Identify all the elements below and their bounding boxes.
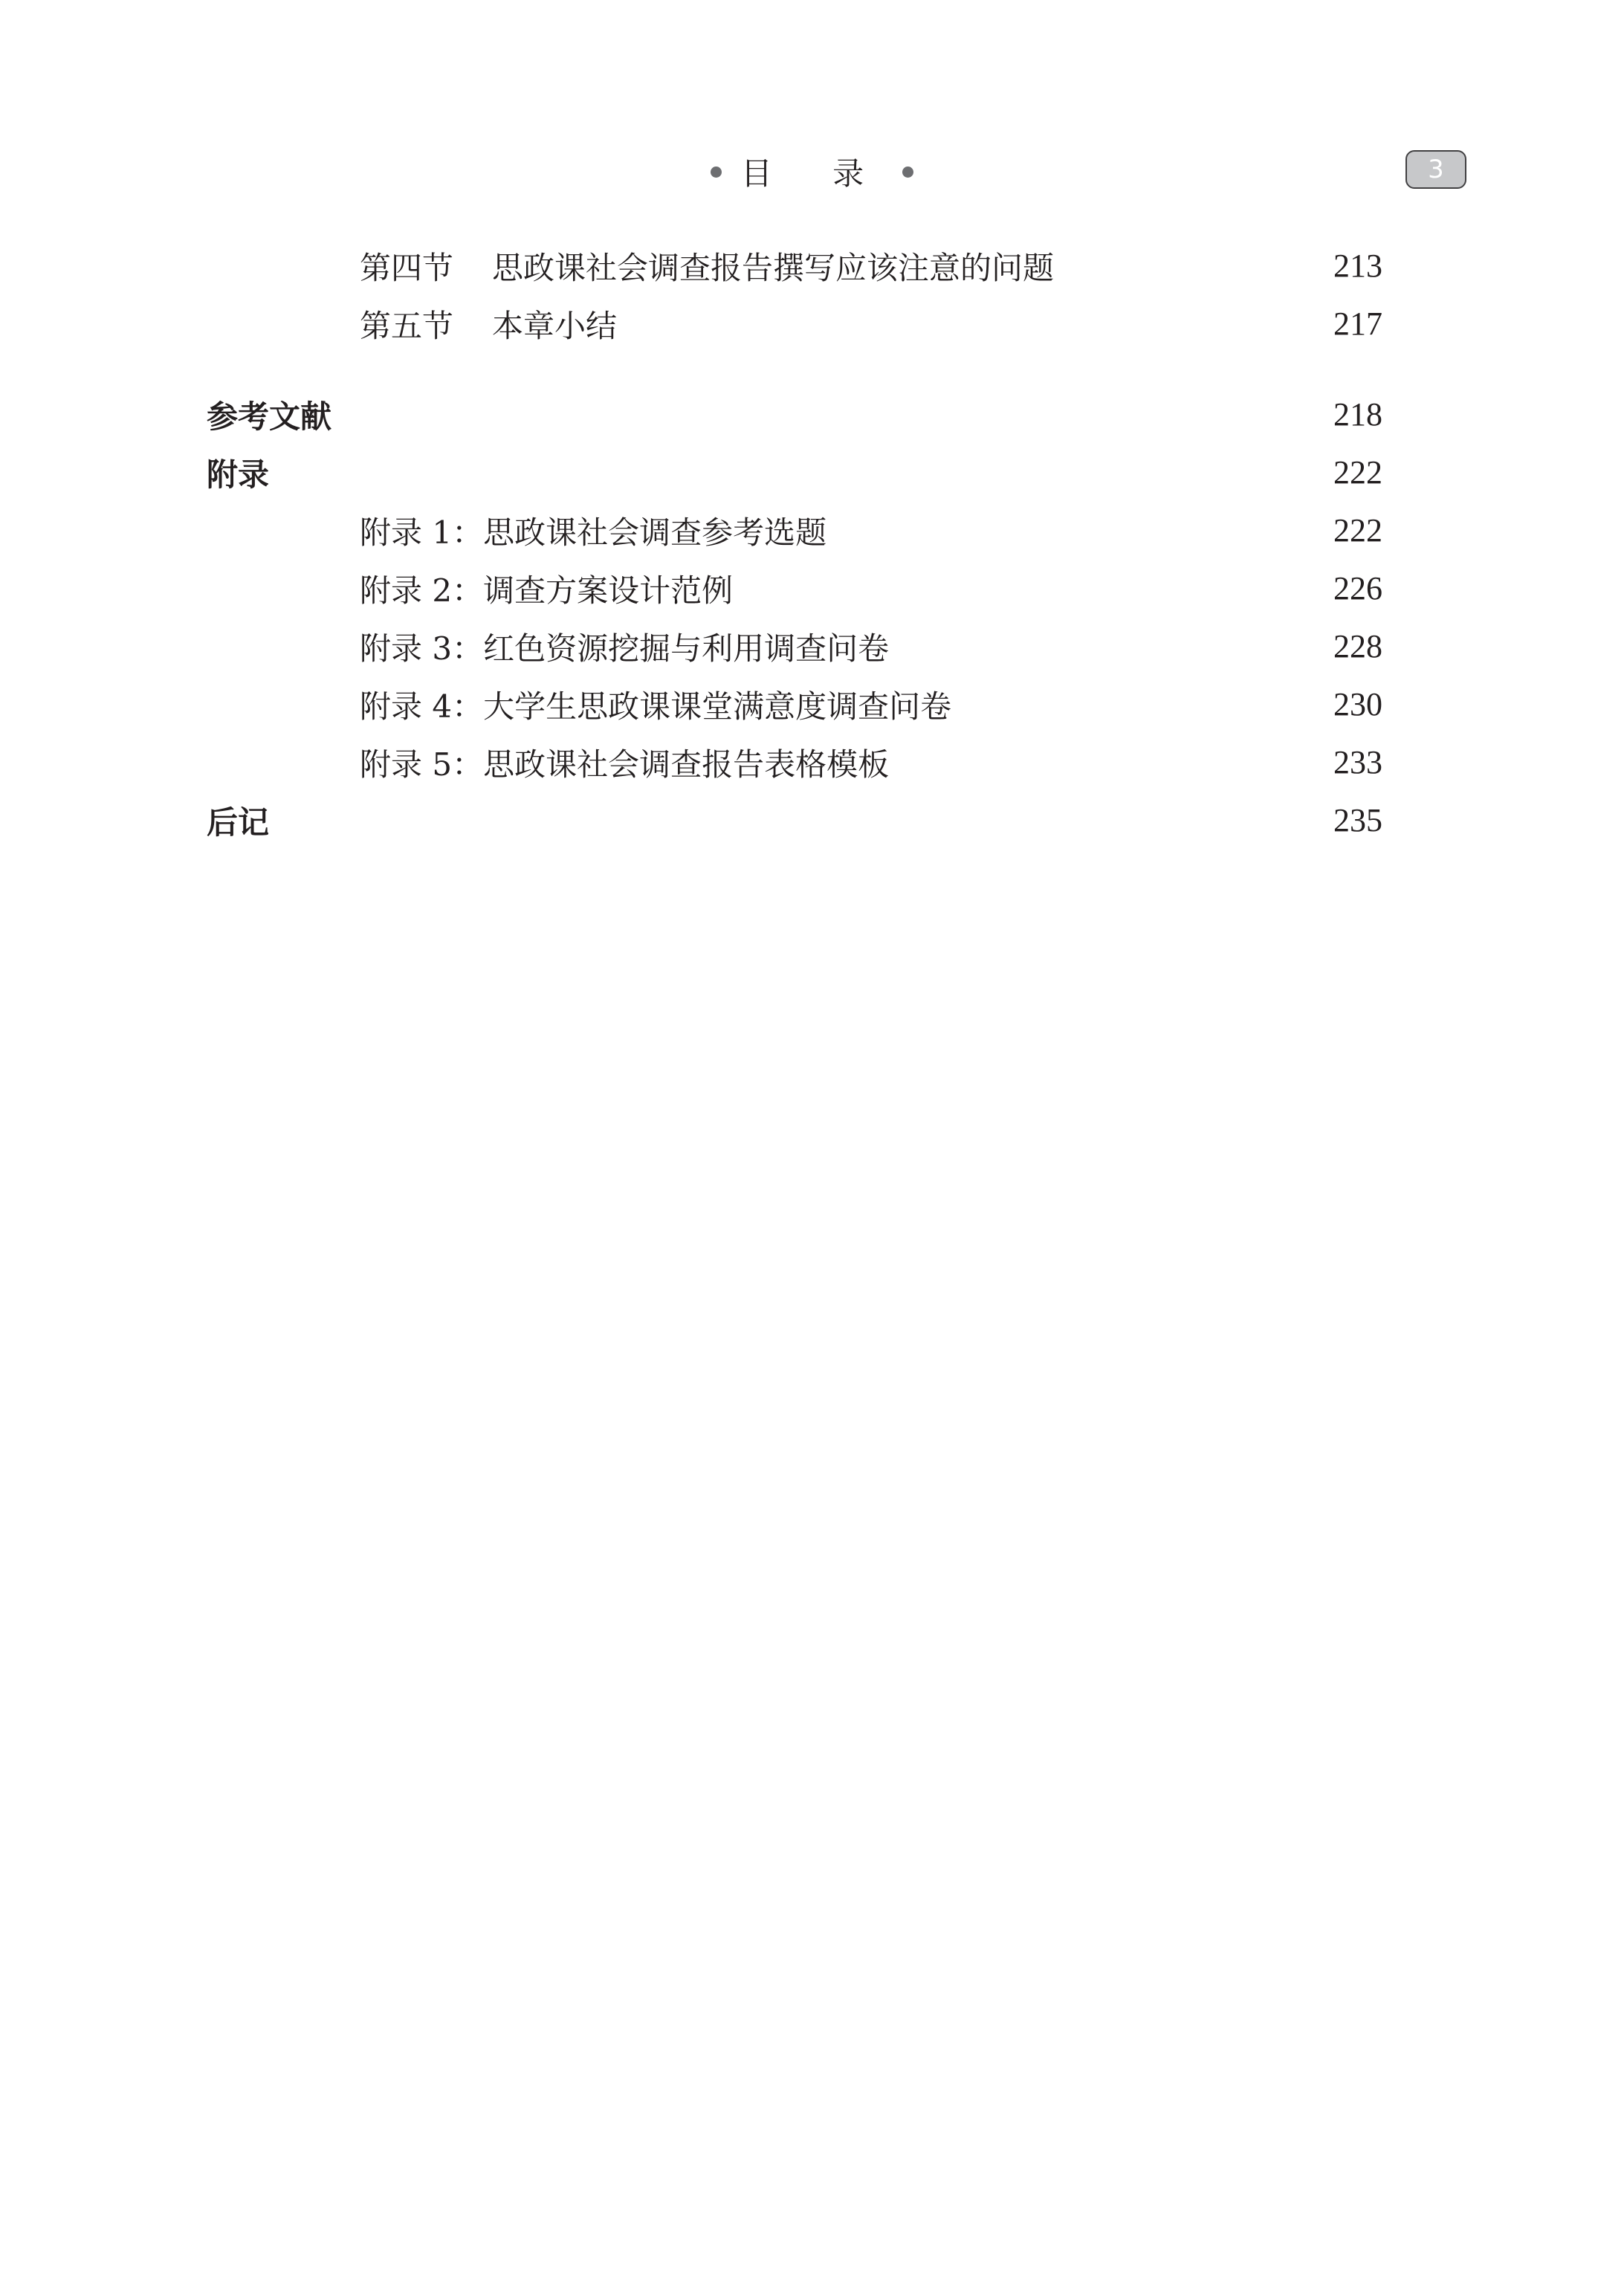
page-number-badge: 3 bbox=[1405, 150, 1466, 189]
toc-page-number: 226 bbox=[1333, 570, 1382, 607]
toc-entry-appendix-3[interactable] bbox=[360, 624, 889, 669]
toc-page-number: 213 bbox=[1333, 248, 1382, 284]
toc-page-number: 222 bbox=[1333, 512, 1382, 549]
toc-entry-postscript[interactable] bbox=[207, 798, 269, 843]
toc-entry-title: 参考文献 bbox=[207, 398, 332, 435]
toc-page-number: 235 bbox=[1333, 802, 1382, 838]
toc-entry-title: 附录 2：调查方案设计范例 bbox=[360, 572, 734, 609]
toc-entry-appendix-2[interactable] bbox=[360, 566, 733, 611]
toc-entry-label bbox=[360, 302, 617, 346]
toc-page-number: 218 bbox=[1333, 396, 1382, 433]
header-title: 目 录 bbox=[740, 155, 890, 192]
toc-entry-appendix-1[interactable] bbox=[360, 508, 826, 553]
toc-entry-title: 后记 bbox=[207, 804, 270, 841]
toc-entry-title: 本章小结 bbox=[492, 308, 618, 344]
toc-entry-title: 附录 5：思政课社会调查报告表格模板 bbox=[360, 746, 890, 783]
toc-entry-title: 附录 1：思政课社会调查参考选题 bbox=[360, 514, 827, 551]
toc-entry-references[interactable] bbox=[207, 392, 331, 437]
toc-page-number: 233 bbox=[1333, 744, 1382, 780]
running-header bbox=[0, 146, 1624, 198]
toc-entry-title: 附录 bbox=[207, 456, 270, 493]
toc-entry-appendix-5[interactable] bbox=[360, 740, 889, 785]
toc-section-number: 第五节 bbox=[360, 308, 454, 344]
toc-page-number: 217 bbox=[1333, 306, 1382, 342]
toc-page-number: 222 bbox=[1333, 454, 1382, 491]
header-right-dot bbox=[902, 167, 913, 178]
toc-entry-title: 思政课社会调查报告撰写应该注意的问题 bbox=[492, 250, 1055, 286]
header-left-dot bbox=[711, 167, 722, 178]
toc-entry-section-5[interactable] bbox=[360, 302, 617, 346]
toc-page-number: 228 bbox=[1333, 628, 1382, 665]
toc-page-number: 230 bbox=[1333, 686, 1382, 723]
toc-entry-title: 附录 3：红色资源挖掘与利用调查问卷 bbox=[360, 630, 890, 667]
toc-section-number: 第四节 bbox=[360, 250, 454, 286]
toc-entry-appendix-4[interactable] bbox=[360, 682, 951, 727]
toc-entry-label bbox=[360, 244, 1054, 288]
toc-entry-title: 附录 4：大学生思政课课堂满意度调查问卷 bbox=[360, 688, 952, 725]
toc-entry-appendix[interactable] bbox=[207, 450, 269, 495]
toc-entry-section-4[interactable] bbox=[360, 244, 1054, 288]
